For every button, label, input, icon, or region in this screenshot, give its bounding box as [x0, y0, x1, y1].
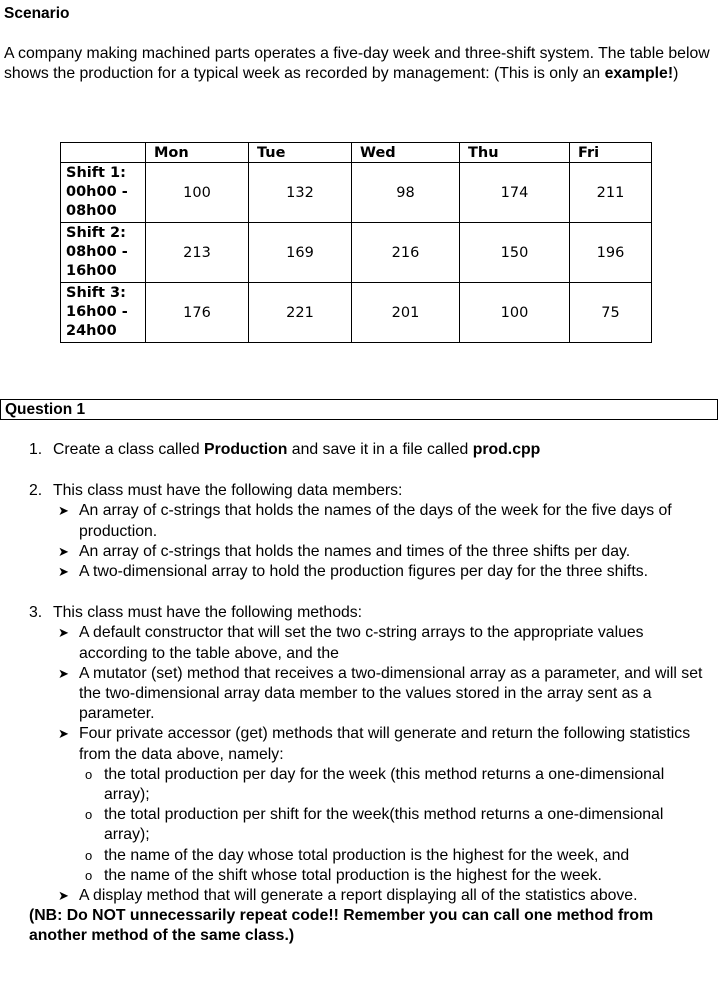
- row-label-line: Shift 2:: [66, 225, 126, 241]
- bullet-item: [0, 623, 720, 663]
- row-label-line: 08h00: [66, 203, 117, 219]
- class-name: Production: [204, 441, 288, 458]
- item-number: 3.: [29, 604, 43, 622]
- col-header: Wed: [352, 143, 460, 163]
- sub-bullet-text: the name of the shift whose total production is the highest for the week.: [104, 866, 602, 884]
- table-cell: 100: [146, 163, 249, 223]
- sub-bullet-text: the total production per day for the week (this method returns a one-dimensional array);: [104, 765, 665, 804]
- table-header-row: [61, 143, 652, 163]
- col-header: Thu: [460, 143, 570, 163]
- table-cell: 216: [352, 223, 460, 283]
- bullet-item: [0, 886, 720, 906]
- bullet-item: [0, 724, 720, 764]
- sub-bullet-text: the total production per shift for the week(this method returns a one-dimensional array);: [104, 806, 664, 844]
- table-cell: 196: [570, 223, 652, 283]
- circle-bullet-icon: o: [85, 766, 93, 782]
- item-text: Create a class called: [53, 441, 205, 458]
- arrow-bullet-icon: ➤: [58, 503, 69, 519]
- row-label-line: 00h00 -: [66, 184, 128, 200]
- row-label-line: Shift 1:: [66, 165, 126, 181]
- table-cell: 176: [146, 283, 249, 343]
- row-label-line: 08h00 -: [66, 244, 128, 260]
- table-cell: 132: [249, 163, 352, 223]
- bullet-text: A two-dimensional array to hold the production figures per day for the three shifts.: [79, 563, 648, 581]
- bullet-item: [0, 664, 720, 725]
- table-cell: 213: [146, 223, 249, 283]
- circle-bullet-icon: o: [85, 807, 93, 823]
- sub-bullet-item: [0, 765, 720, 805]
- row-header: [61, 163, 146, 223]
- table-cell: 98: [352, 163, 460, 223]
- intro-end: ): [673, 64, 679, 82]
- question-body: [0, 440, 720, 947]
- item-number: 1.: [29, 441, 43, 458]
- table-row: [61, 223, 652, 283]
- table-cell: 201: [352, 283, 460, 343]
- col-header: Mon: [146, 143, 249, 163]
- bullet-item: [0, 501, 720, 541]
- intro-text: A company making machined parts operates a five-day week and three-shift system. The table below shows the production for a typical week as recorded by management: (This is only an: [4, 45, 710, 82]
- scenario-title: Scenario: [4, 5, 70, 22]
- question-header: Question 1: [0, 399, 718, 420]
- col-header: Tue: [249, 143, 352, 163]
- col-header: Fri: [570, 143, 652, 163]
- table-corner: [61, 143, 146, 163]
- table-cell: 169: [249, 223, 352, 283]
- item-text: and save it in a file called: [287, 441, 473, 458]
- intro-bold: example!: [604, 64, 674, 82]
- table-cell: 100: [460, 283, 570, 343]
- table-cell: 211: [570, 163, 652, 223]
- arrow-bullet-icon: ➤: [58, 543, 69, 559]
- table-row: [61, 163, 652, 223]
- scenario-intro: [4, 44, 716, 83]
- sub-bullet-item: [0, 866, 720, 886]
- bullet-text: An array of c-strings that holds the names and times of the three shifts per day.: [79, 542, 631, 560]
- table-cell: 150: [460, 223, 570, 283]
- table-cell: 221: [249, 283, 352, 343]
- table-row: [61, 283, 652, 343]
- row-label-line: 16h00 -: [66, 304, 128, 320]
- row-header: [61, 283, 146, 343]
- bullet-item: [0, 562, 720, 582]
- sub-bullet-text: the name of the day whose total production is the highest for the week, and: [104, 846, 630, 864]
- list-item: [0, 440, 720, 460]
- arrow-bullet-icon: ➤: [58, 564, 69, 580]
- arrow-bullet-icon: ➤: [58, 726, 69, 742]
- list-item: [0, 481, 720, 501]
- sub-bullet-item: [0, 805, 720, 845]
- list-item: [0, 603, 720, 623]
- row-label-line: 16h00: [66, 263, 117, 279]
- bullet-text: A display method that will generate a report displaying all of the statistics above.: [79, 887, 638, 905]
- nb-note: (NB: Do NOT unnecessarily repeat code!! Remember you can call one method from another method of the same class.): [29, 907, 654, 945]
- row-label-line: 24h00: [66, 323, 117, 339]
- item-number: 2.: [29, 482, 43, 500]
- row-label-line: Shift 3:: [66, 285, 126, 301]
- item-text: This class must have the following data members:: [53, 482, 403, 500]
- bullet-text: A mutator (set) method that receives a two-dimensional array as a parameter, and will set the two-dimensional array data member to the values stored in the array sent as a parameter.: [79, 664, 703, 723]
- circle-bullet-icon: o: [85, 867, 93, 883]
- table-cell: 75: [570, 283, 652, 343]
- bullet-item: [0, 542, 720, 562]
- row-header: [61, 223, 146, 283]
- arrow-bullet-icon: ➤: [58, 665, 69, 681]
- table-cell: 174: [460, 163, 570, 223]
- item-text: This class must have the following methods:: [53, 604, 363, 622]
- circle-bullet-icon: o: [85, 847, 93, 863]
- bullet-text: Four private accessor (get) methods that will generate and return the following statistics from the data above, namely:: [79, 725, 691, 763]
- arrow-bullet-icon: ➤: [58, 625, 69, 641]
- arrow-bullet-icon: ➤: [58, 888, 69, 904]
- bullet-text: An array of c-strings that holds the names of the days of the week for the five days of production.: [79, 502, 672, 540]
- bullet-text: A default constructor that will set the two c-string arrays to the appropriate values according to the table above, and the: [79, 624, 644, 662]
- sub-bullet-item: [0, 846, 720, 866]
- production-table: [60, 142, 652, 343]
- file-name: prod.cpp: [472, 441, 541, 458]
